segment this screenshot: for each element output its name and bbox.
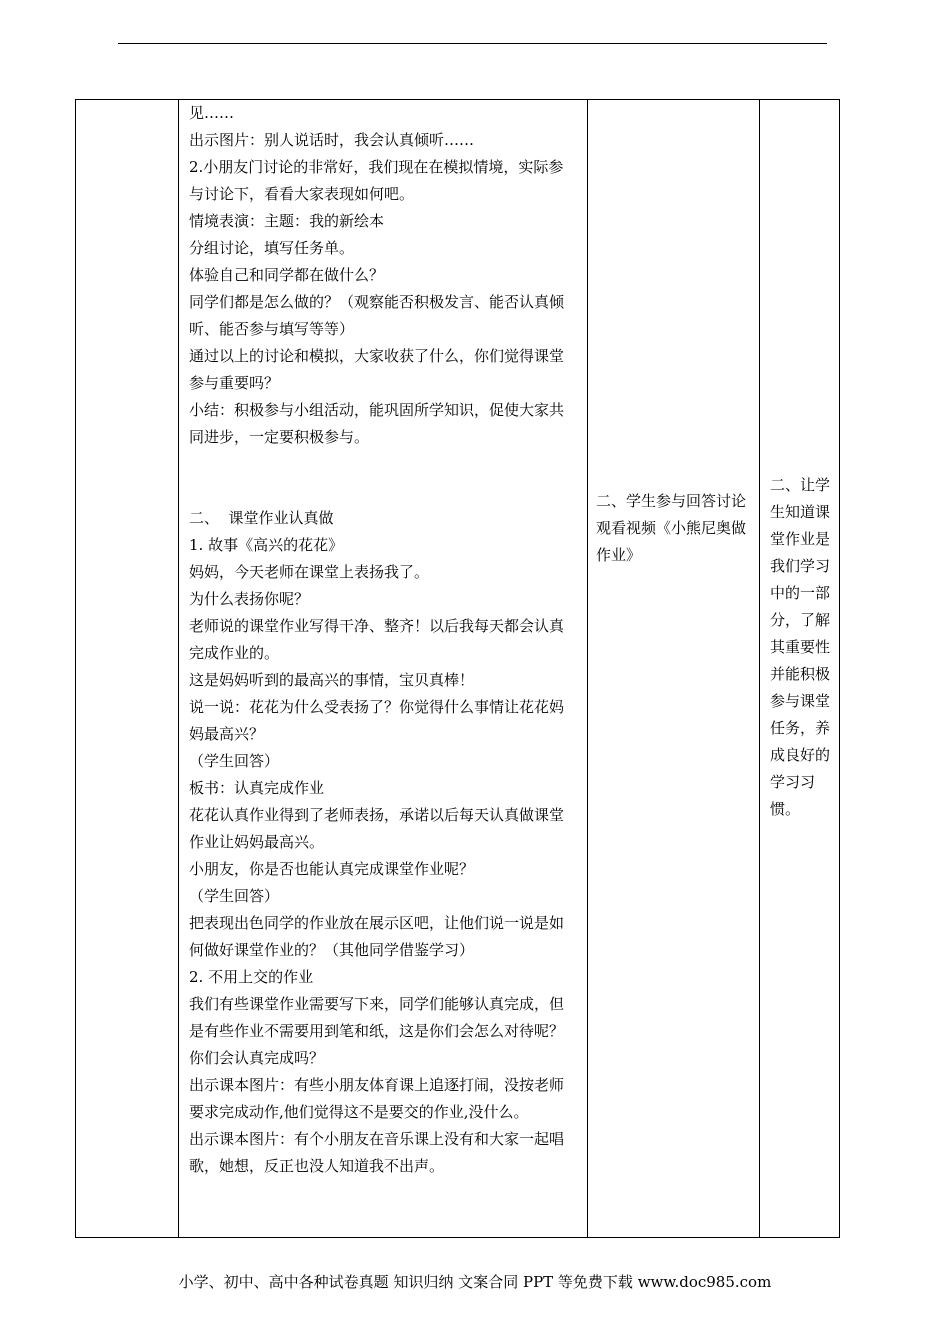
paragraph: 1. 故事《高兴的花花》 (189, 536, 344, 554)
part1-block (189, 100, 577, 451)
stage-column-cell (76, 100, 179, 1238)
paragraph: 出示图片：别人说话时，我会认真倾听…… (189, 131, 475, 149)
paragraph: 2.小朋友门讨论的非常好，我们现在在模拟情境，实际参与讨论下，看看大家表现如何吧。 (189, 158, 564, 203)
teacher-activity-cell (179, 100, 588, 1238)
header-rule (118, 43, 827, 44)
paragraph: 板书：认真完成作业 (189, 779, 325, 797)
paragraph: 为什么表扬你呢？ (189, 590, 310, 608)
paragraph: （学生回答） (189, 752, 280, 770)
paragraph: 妈妈，今天老师在课堂上表扬我了。 (189, 563, 430, 581)
table-row (76, 100, 840, 1238)
paragraph: （学生回答） (189, 887, 280, 905)
lesson-plan-table (75, 99, 840, 1238)
paragraph: 我们有些课堂作业需要写下来，同学们能够认真完成，但是有些作业不需要用到笔和纸，这是你们会怎么对待呢？你们会认真完成吗？ (189, 995, 565, 1067)
paragraph: 分组讨论，填写任务单。 (189, 239, 355, 257)
spacer (189, 451, 577, 505)
paragraph: 同学们都是怎么做的？（观察能否积极发言、能否认真倾听、能否参与填写等等） (189, 293, 565, 338)
paragraph: 说一说：花花为什么受表扬了？你觉得什么事情让花花妈妈最高兴？ (189, 698, 565, 743)
paragraph: 情境表演：主题：我的新绘本 (189, 212, 385, 230)
paragraph: 2. 不用上交的作业 (189, 968, 314, 986)
paragraph: 出示课本图片：有个小朋友在音乐课上没有和大家一起唱歌，她想，反正也没人知道我不出声。 (189, 1130, 565, 1175)
paragraph: 体验自己和同学都在做什么？ (189, 266, 385, 284)
paragraph: 小结：积极参与小组活动，能巩固所学知识，促使大家共同进步，一定要积极参与。 (189, 401, 565, 446)
video-text: 观看视频《小熊尼奥做作业》 (596, 519, 747, 564)
design-intent-text: 二、让学生知道课堂作业是我们学习中的一部分，了解其重要性并能积极参与课堂任务，养成良好的学习习惯。 (770, 476, 831, 818)
paragraph: 见…… (189, 104, 235, 122)
paragraph: 这是妈妈听到的最高兴的事情，宝贝真棒！ (189, 671, 475, 689)
design-intent-cell (760, 100, 840, 1238)
paragraph: 花花认真作业得到了老师表扬，承诺以后每天认真做课堂作业让妈妈最高兴。 (189, 806, 565, 851)
section-heading: 二、 课堂作业认真做 (189, 509, 334, 527)
paragraph: 通过以上的讨论和模拟，大家收获了什么，你们觉得课堂参与重要吗？ (189, 347, 565, 392)
paragraph: 把表现出色同学的作业放在展示区吧，让他们说一说是如何做好课堂作业的？（其他同学借鉴学习） (189, 914, 565, 959)
footer: 小学、初中、高中各种试卷真题 知识归纳 文案合同 PPT 等免费下载 www.doc985.com (178, 1273, 772, 1291)
student-activity-text: 二、学生参与回答讨论 (596, 492, 747, 510)
paragraph: 老师说的课堂作业写得干净、整齐！以后我每天都会认真完成作业的。 (189, 617, 565, 662)
paragraph: 小朋友，你是否也能认真完成课堂作业呢？ (189, 860, 475, 878)
part2-block (189, 505, 577, 1180)
student-activity-cell (588, 100, 760, 1238)
paragraph: 出示课本图片：有些小朋友体育课上追逐打闹，没按老师要求完成动作,他们觉得这不是要交的作业,没什么。 (189, 1076, 565, 1121)
